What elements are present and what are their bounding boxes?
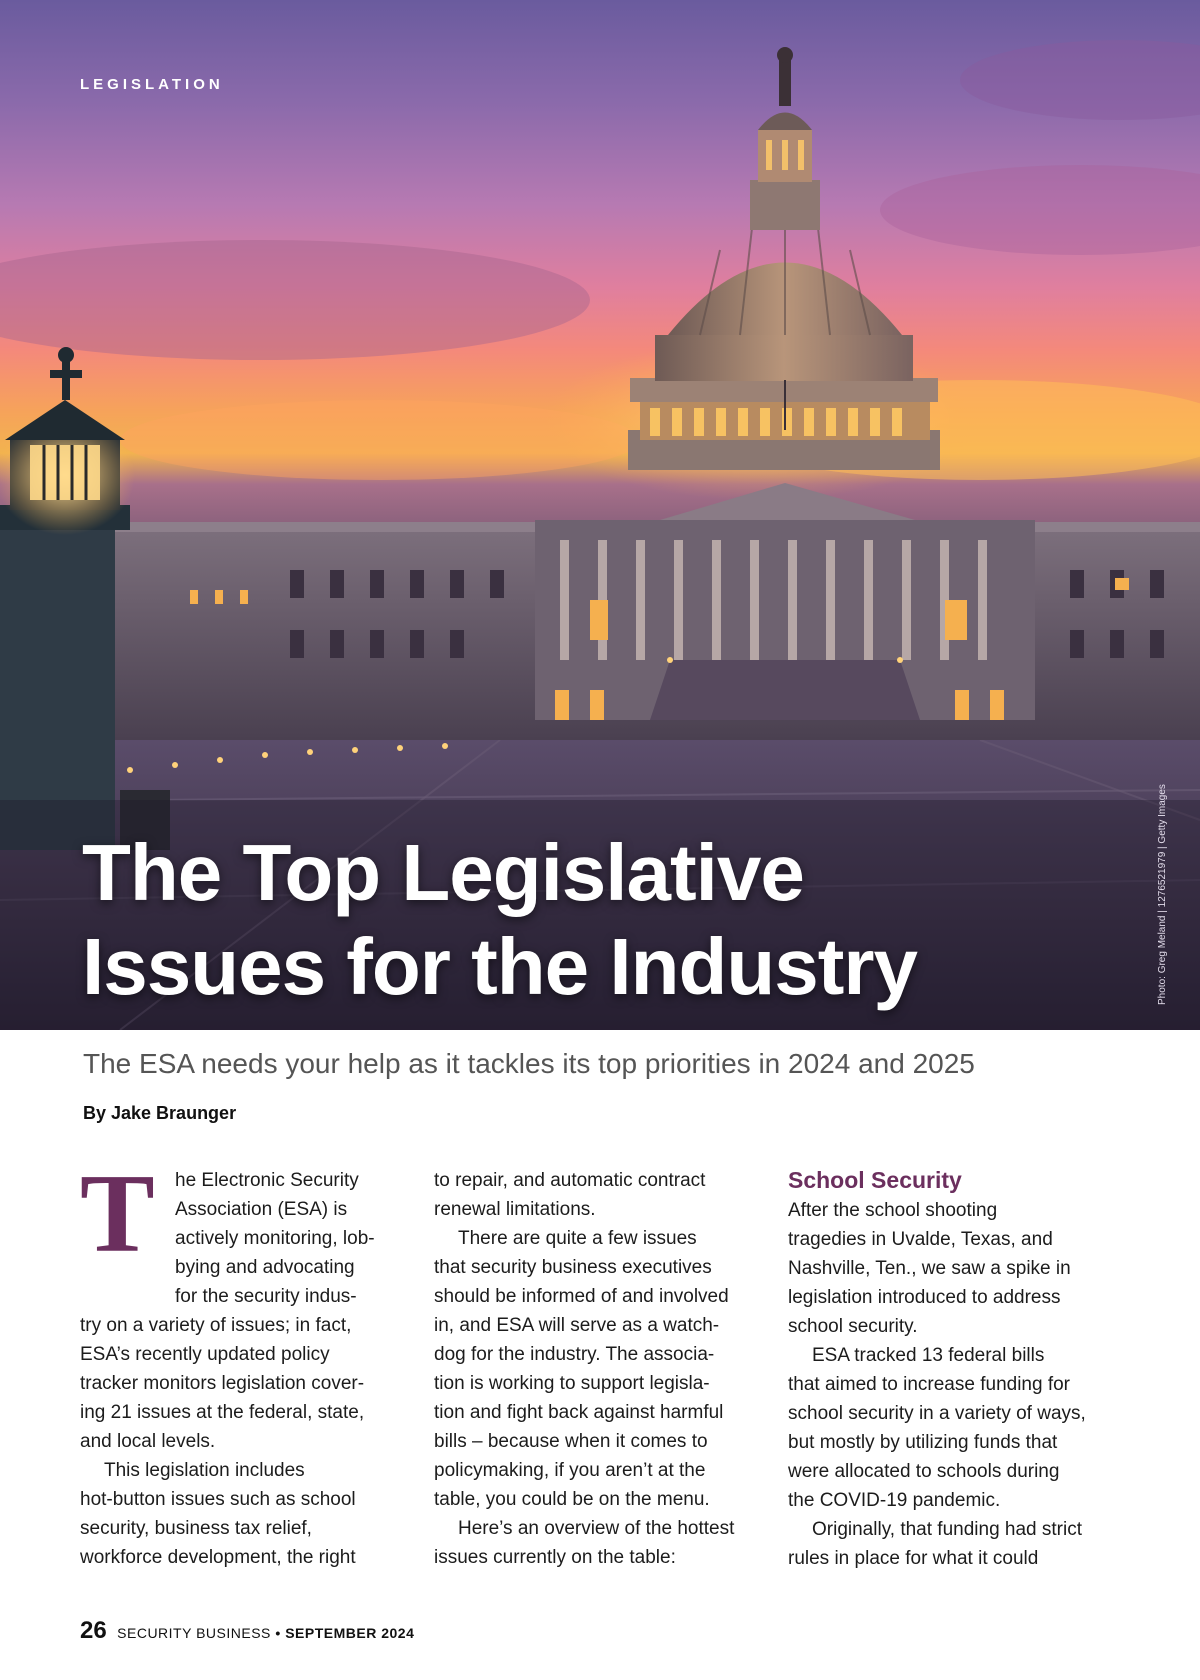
body-line: ESA tracked 13 federal bills bbox=[812, 1345, 1045, 1366]
body-line: table, you could be on the menu. bbox=[434, 1489, 710, 1510]
body-line: Here’s an overview of the hottest bbox=[458, 1518, 735, 1539]
page-number: 26 bbox=[80, 1617, 107, 1644]
magazine-name: SECURITY BUSINESS bbox=[117, 1625, 271, 1641]
body-line: the COVID-19 pandemic. bbox=[788, 1490, 1001, 1511]
section-label: LEGISLATION bbox=[80, 76, 224, 93]
body-line: actively monitoring, lob- bbox=[175, 1228, 375, 1249]
body-line: policymaking, if you aren’t at the bbox=[434, 1460, 706, 1481]
body-line: hot-button issues such as school bbox=[80, 1489, 356, 1510]
deck-subtitle: The ESA needs your help as it tackles its top priorities in 2024 and 2025 bbox=[83, 1048, 975, 1079]
body-line: for the security indus- bbox=[175, 1286, 357, 1307]
body-line: should be informed of and involved bbox=[434, 1286, 729, 1307]
article-column-1 bbox=[80, 1166, 400, 1572]
headline-line-2: Issues for the Industry bbox=[82, 922, 917, 1011]
body-line: This legislation includes bbox=[104, 1460, 305, 1481]
body-line: and local levels. bbox=[80, 1431, 216, 1452]
body-line: security, business tax relief, bbox=[80, 1518, 312, 1539]
body-line: bying and advocating bbox=[175, 1257, 355, 1278]
body-line: Originally, that funding had strict bbox=[812, 1519, 1083, 1540]
page-footer bbox=[80, 1617, 414, 1645]
body-line: renewal limitations. bbox=[434, 1199, 596, 1220]
body-line: in, and ESA will serve as a watch- bbox=[434, 1315, 720, 1336]
body-line: ing 21 issues at the federal, state, bbox=[80, 1402, 365, 1423]
body-line: After the school shooting bbox=[788, 1200, 998, 1221]
body-line: school security in a variety of ways, bbox=[788, 1403, 1086, 1424]
body-line: that aimed to increase funding for bbox=[788, 1374, 1071, 1395]
body-line: ESA’s recently updated policy bbox=[80, 1344, 330, 1365]
body-line: were allocated to schools during bbox=[788, 1461, 1060, 1482]
headline bbox=[82, 826, 1132, 1014]
issue-date: SEPTEMBER 2024 bbox=[285, 1625, 415, 1641]
article-column-2 bbox=[434, 1166, 754, 1572]
body-line: to repair, and automatic contract bbox=[434, 1170, 706, 1191]
body-line: but mostly by utilizing funds that bbox=[788, 1432, 1058, 1453]
body-line: workforce development, the right bbox=[80, 1547, 356, 1568]
body-line: he Electronic Security bbox=[175, 1170, 359, 1191]
body-line: school security. bbox=[788, 1316, 918, 1337]
body-line: rules in place for what it could bbox=[788, 1548, 1039, 1569]
byline: By Jake Braunger bbox=[83, 1103, 237, 1123]
section-subhead: School Security bbox=[788, 1167, 962, 1193]
body-line: that security business executives bbox=[434, 1257, 712, 1278]
photo-credit: Photo: Greg Meland | 1276521979 | Getty Images bbox=[1157, 784, 1168, 1005]
body-line: legislation introduced to address bbox=[788, 1287, 1061, 1308]
body-line: issues currently on the table: bbox=[434, 1547, 676, 1568]
footer-separator: • bbox=[275, 1625, 281, 1641]
body-line: dog for the industry. The associa- bbox=[434, 1344, 715, 1365]
body-line: Association (ESA) is bbox=[175, 1199, 348, 1220]
body-line: try on a variety of issues; in fact, bbox=[80, 1315, 352, 1336]
body-line: tion is working to support legisla- bbox=[434, 1373, 710, 1394]
body-line: Nashville, Ten., we saw a spike in bbox=[788, 1258, 1071, 1279]
article-column-3 bbox=[788, 1166, 1108, 1573]
drop-cap: T bbox=[80, 1152, 155, 1276]
body-line: tracker monitors legislation cover- bbox=[80, 1373, 365, 1394]
body-line: bills – because when it comes to bbox=[434, 1431, 708, 1452]
body-line: tragedies in Uvalde, Texas, and bbox=[788, 1229, 1053, 1250]
body-line: There are quite a few issues bbox=[458, 1228, 697, 1249]
body-line: tion and fight back against harmful bbox=[434, 1402, 724, 1423]
headline-line-1: The Top Legislative bbox=[82, 828, 804, 917]
